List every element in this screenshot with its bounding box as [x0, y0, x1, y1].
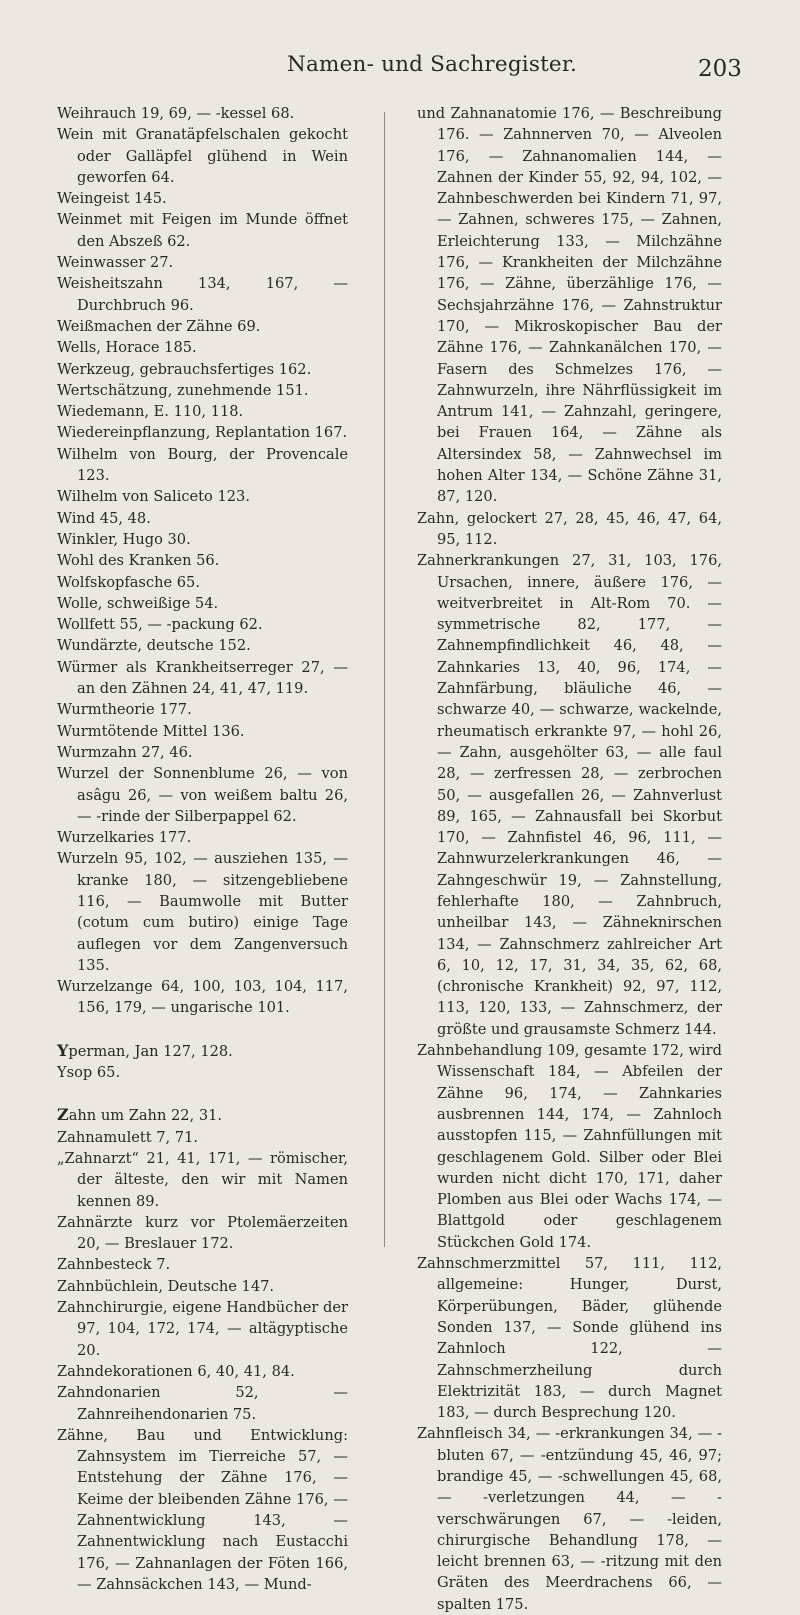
- index-entry: Wiedemann, E. 110, 118.: [57, 403, 244, 421]
- right-column: [417, 103, 722, 1615]
- index-entry: Wurmtötende Mittel 136.: [57, 722, 245, 740]
- index-entry: Werkzeug, gebrauchsfertiges 162.: [57, 360, 312, 378]
- index-entry: Zahnbüchlein, Deutsche 147.: [57, 1277, 275, 1295]
- index-entry: Wind 45, 48.: [57, 509, 151, 527]
- index-entry: Weisheitszahn 134, 167, — Durchbruch 96.: [57, 275, 348, 314]
- index-entry: Wohl des Kranken 56.: [57, 552, 220, 570]
- entry-text: perman, Jan 127, 128.: [68, 1042, 233, 1060]
- index-entry: Winkler, Hugo 30.: [57, 530, 191, 548]
- index-entry: Zahn, gelockert 27, 28, 45, 46, 47, 64, 95, 112.: [417, 509, 722, 548]
- index-entry: Zähne, Bau und Entwicklung: Zahnsystem im Tierreiche 57, — Entstehung der Zähne 176, — Keime der bleibenden Zähne 176, — Zahnentwicklung 143, — Zahnentwicklung nach Eustacchi 176, — Zahnanlagen der Föten 166, — Zahnsäckchen 143, — Mund-: [57, 1426, 348, 1593]
- index-entry: Wells, Horace 185.: [57, 339, 197, 357]
- index-entry: Wolle, schweißige 54.: [57, 594, 219, 612]
- index-entry: Wollfett 55, — -packung 62.: [57, 616, 263, 634]
- index-entry: „Zahnarzt“ 21, 41, 171, — römischer, der älteste, den wir mit Namen kennen 89.: [57, 1149, 348, 1210]
- index-entry: und Zahnanatomie 176, — Beschreibung 176. — Zahnnerven 70, — Alveolen 176, — Zahnanomalien 144, — Zahnen der Kinder 55, 92, 94, 102, — Zahnbeschwerden bei Kindern 71, 97, — Zahnen, schweres 175, — Zahnen, Erleichterung 133, — Milchzähne 176, — Krankheiten der Milchzähne 176, — Zähne, überzählige 176, — Sechsjahrzähne 176, — Zahnstruktur 170, — Mikroskopischer Bau der Zähne 176, — Zahnkanälchen 170, — Fasern des Schmelzes 176, — Zahnwurzeln, ihre Nährflüssigkeit im Antrum 141, — Zahnzahl, geringere, bei Frauen 164, — Zähne als Altersindex 58, — Zahnwechsel im hohen Alter 134, — Schöne Zähne 31, 87, 120.: [417, 105, 722, 506]
- index-entry: Zahnerkrankungen 27, 31, 103, 176, Ursachen, innere, äußere 176, — weitverbreitet in Alt-Rom 70. — symmetrische 82, 177, — Zahnempfindlichkeit 46, 48, — Zahnkaries 13, 40, 96, 174, — Zahnfärbung, bläuliche 46, — schwarze 40, — schwarze, wackelnde, rheumatisch erkrankte 97, — hohl 26, — Zahn, ausgehölter 63, — alle faul 28, — zerfressen 28, — zerbrochen 50, — ausgefallen 26, — Zahnverlust 89, 165, — Zahnausfall bei Skorbut 170, — Zahnfistel 46, 96, 111, — Zahnwurzelerkrankungen 46, — Zahngeschwür 19, — Zahnstellung, fehlerhafte 180, — Zahnbruch, unheilbar 143, — Zähneknirschen 134, — Zahnschmerz zahlreicher Art 6, 10, 12, 17, 31, 34, 35, 62, 68, (chronische Krankheit) 92, 97, 112, 113, 120, 133, — Zahnschmerz, der größte und grausamste Schmerz 144.: [417, 552, 722, 1038]
- index-entry: Weihrauch 19, 69, — -kessel 68.: [57, 105, 295, 122]
- index-entry: Wurzeln 95, 102, — ausziehen 135, — kranke 180, — sitzengebliebene 116, — Baumwolle mit Butter (cotum cum butiro) einige Tage auflegen vor dem Zangenversuch 135.: [57, 850, 348, 974]
- index-entry: Würmer als Krankheitserreger 27, — an den Zähnen 24, 41, 47, 119.: [57, 658, 348, 698]
- section-gap: [57, 1019, 348, 1040]
- index-entry: Weinwasser 27.: [57, 254, 174, 272]
- y-entries: [57, 1040, 348, 1084]
- index-entry: Weinmet mit Feigen im Munde öffnet den Abszeß 62.: [57, 211, 348, 250]
- index-entry: Wurmzahn 27, 46.: [57, 743, 193, 761]
- index-entry: Wurzelkaries 177.: [57, 829, 192, 847]
- left-column: [57, 103, 348, 1595]
- w-entries: [57, 103, 348, 1019]
- index-entry: Wurzel der Sonnenblume 26, — von asâgu 26, — von weißem baltu 26, — -rinde der Silberpappel 62.: [57, 765, 348, 825]
- z-entries: [57, 1104, 348, 1595]
- index-entry: Wertschätzung, zunehmende 151.: [57, 381, 309, 399]
- index-entry: Wurzelzange 64, 100, 103, 104, 117, 156, 179, — ungarische 101.: [57, 978, 348, 1017]
- index-entry: Zahnchirurgie, eigene Handbücher der 97, 104, 172, 174, — altägyptische 20.: [57, 1299, 348, 1359]
- index-entry: Wiedereinpflanzung, Replantation 167.: [57, 424, 348, 442]
- index-entry: Zahnfleisch 34, — -erkrankungen 34, — -bluten 67, — -entzündung 45, 46, 97; brandige 45, — -schwellungen 45, 68, — -verletzungen 44, — -verschwärungen 67, — -leiden, chirurgische Behandlung 178, — leicht brennen 63, — -ritzung mit den Gräten des Meerdrachens 66, — spalten 175.: [417, 1425, 722, 1613]
- index-entry: [57, 1040, 348, 1062]
- index-entry: Weingeist 145.: [57, 190, 167, 208]
- page-number: 203: [698, 56, 742, 82]
- running-title: Namen- und Sachregister.: [287, 52, 578, 77]
- index-entry: Weißmachen der Zähne 69.: [57, 317, 261, 335]
- index-entry: Zahnbehandlung 109, gesamte 172, wird Wissenschaft 184, — Abfeilen der Zähne 96, 174, — Zahnkaries ausbrennen 144, 174, — Zahnloch ausstopfen 115, — Zahnfüllungen mit geschlagenem Gold. Silber oder Blei wurden nicht dicht 170, 171, daher Plomben aus Blei oder Wachs 174, — Blattgold oder geschlagenem Stückchen Gold 174.: [417, 1042, 722, 1251]
- index-entry: Ysop 65.: [57, 1064, 121, 1082]
- index-entry: Wundärzte, deutsche 152.: [57, 637, 251, 655]
- index-entry: Wolfskopfasche 65.: [57, 573, 200, 591]
- z-entries-continued: [417, 103, 722, 1615]
- page-header: [0, 52, 800, 86]
- index-entry: Zahnbesteck 7.: [57, 1256, 171, 1274]
- index-entry: Zahndekorationen 6, 40, 41, 84.: [57, 1362, 295, 1380]
- index-entry: Wilhelm von Saliceto 123.: [57, 488, 250, 506]
- index-entry: Wurmtheorie 177.: [57, 701, 192, 719]
- section-initial: Z: [57, 1105, 69, 1125]
- index-entry: Wein mit Granatäpfelschalen gekocht oder Galläpfel glühend in Wein geworfen 64.: [57, 126, 348, 186]
- index-entry: Zahnärzte kurz vor Ptolemäerzeiten 20, — Breslauer 172.: [57, 1213, 348, 1253]
- index-entry: Zahnschmerzmittel 57, 111, 112, allgemeine: Hunger, Durst, Körperübungen, Bäder, glühende Sonden 137, — Sonde glühend ins Zahnloch 122, — Zahnschmerzheilung durch Elektrizität 183, — durch Magnet 183, — durch Besprechung 120.: [417, 1255, 722, 1422]
- index-entry: Zahnamulett 7, 71.: [57, 1128, 199, 1146]
- index-entry: Wilhelm von Bourg, der Provencale 123.: [57, 445, 348, 485]
- section-gap: [57, 1083, 348, 1104]
- section-initial: Y: [57, 1040, 69, 1060]
- column-divider: [384, 112, 385, 1247]
- index-entry: [57, 1104, 348, 1126]
- entry-text: ahn um Zahn 22, 31.: [68, 1107, 223, 1125]
- index-entry: Zahndonarien 52, — Zahnreihendonarien 75.: [57, 1384, 348, 1423]
